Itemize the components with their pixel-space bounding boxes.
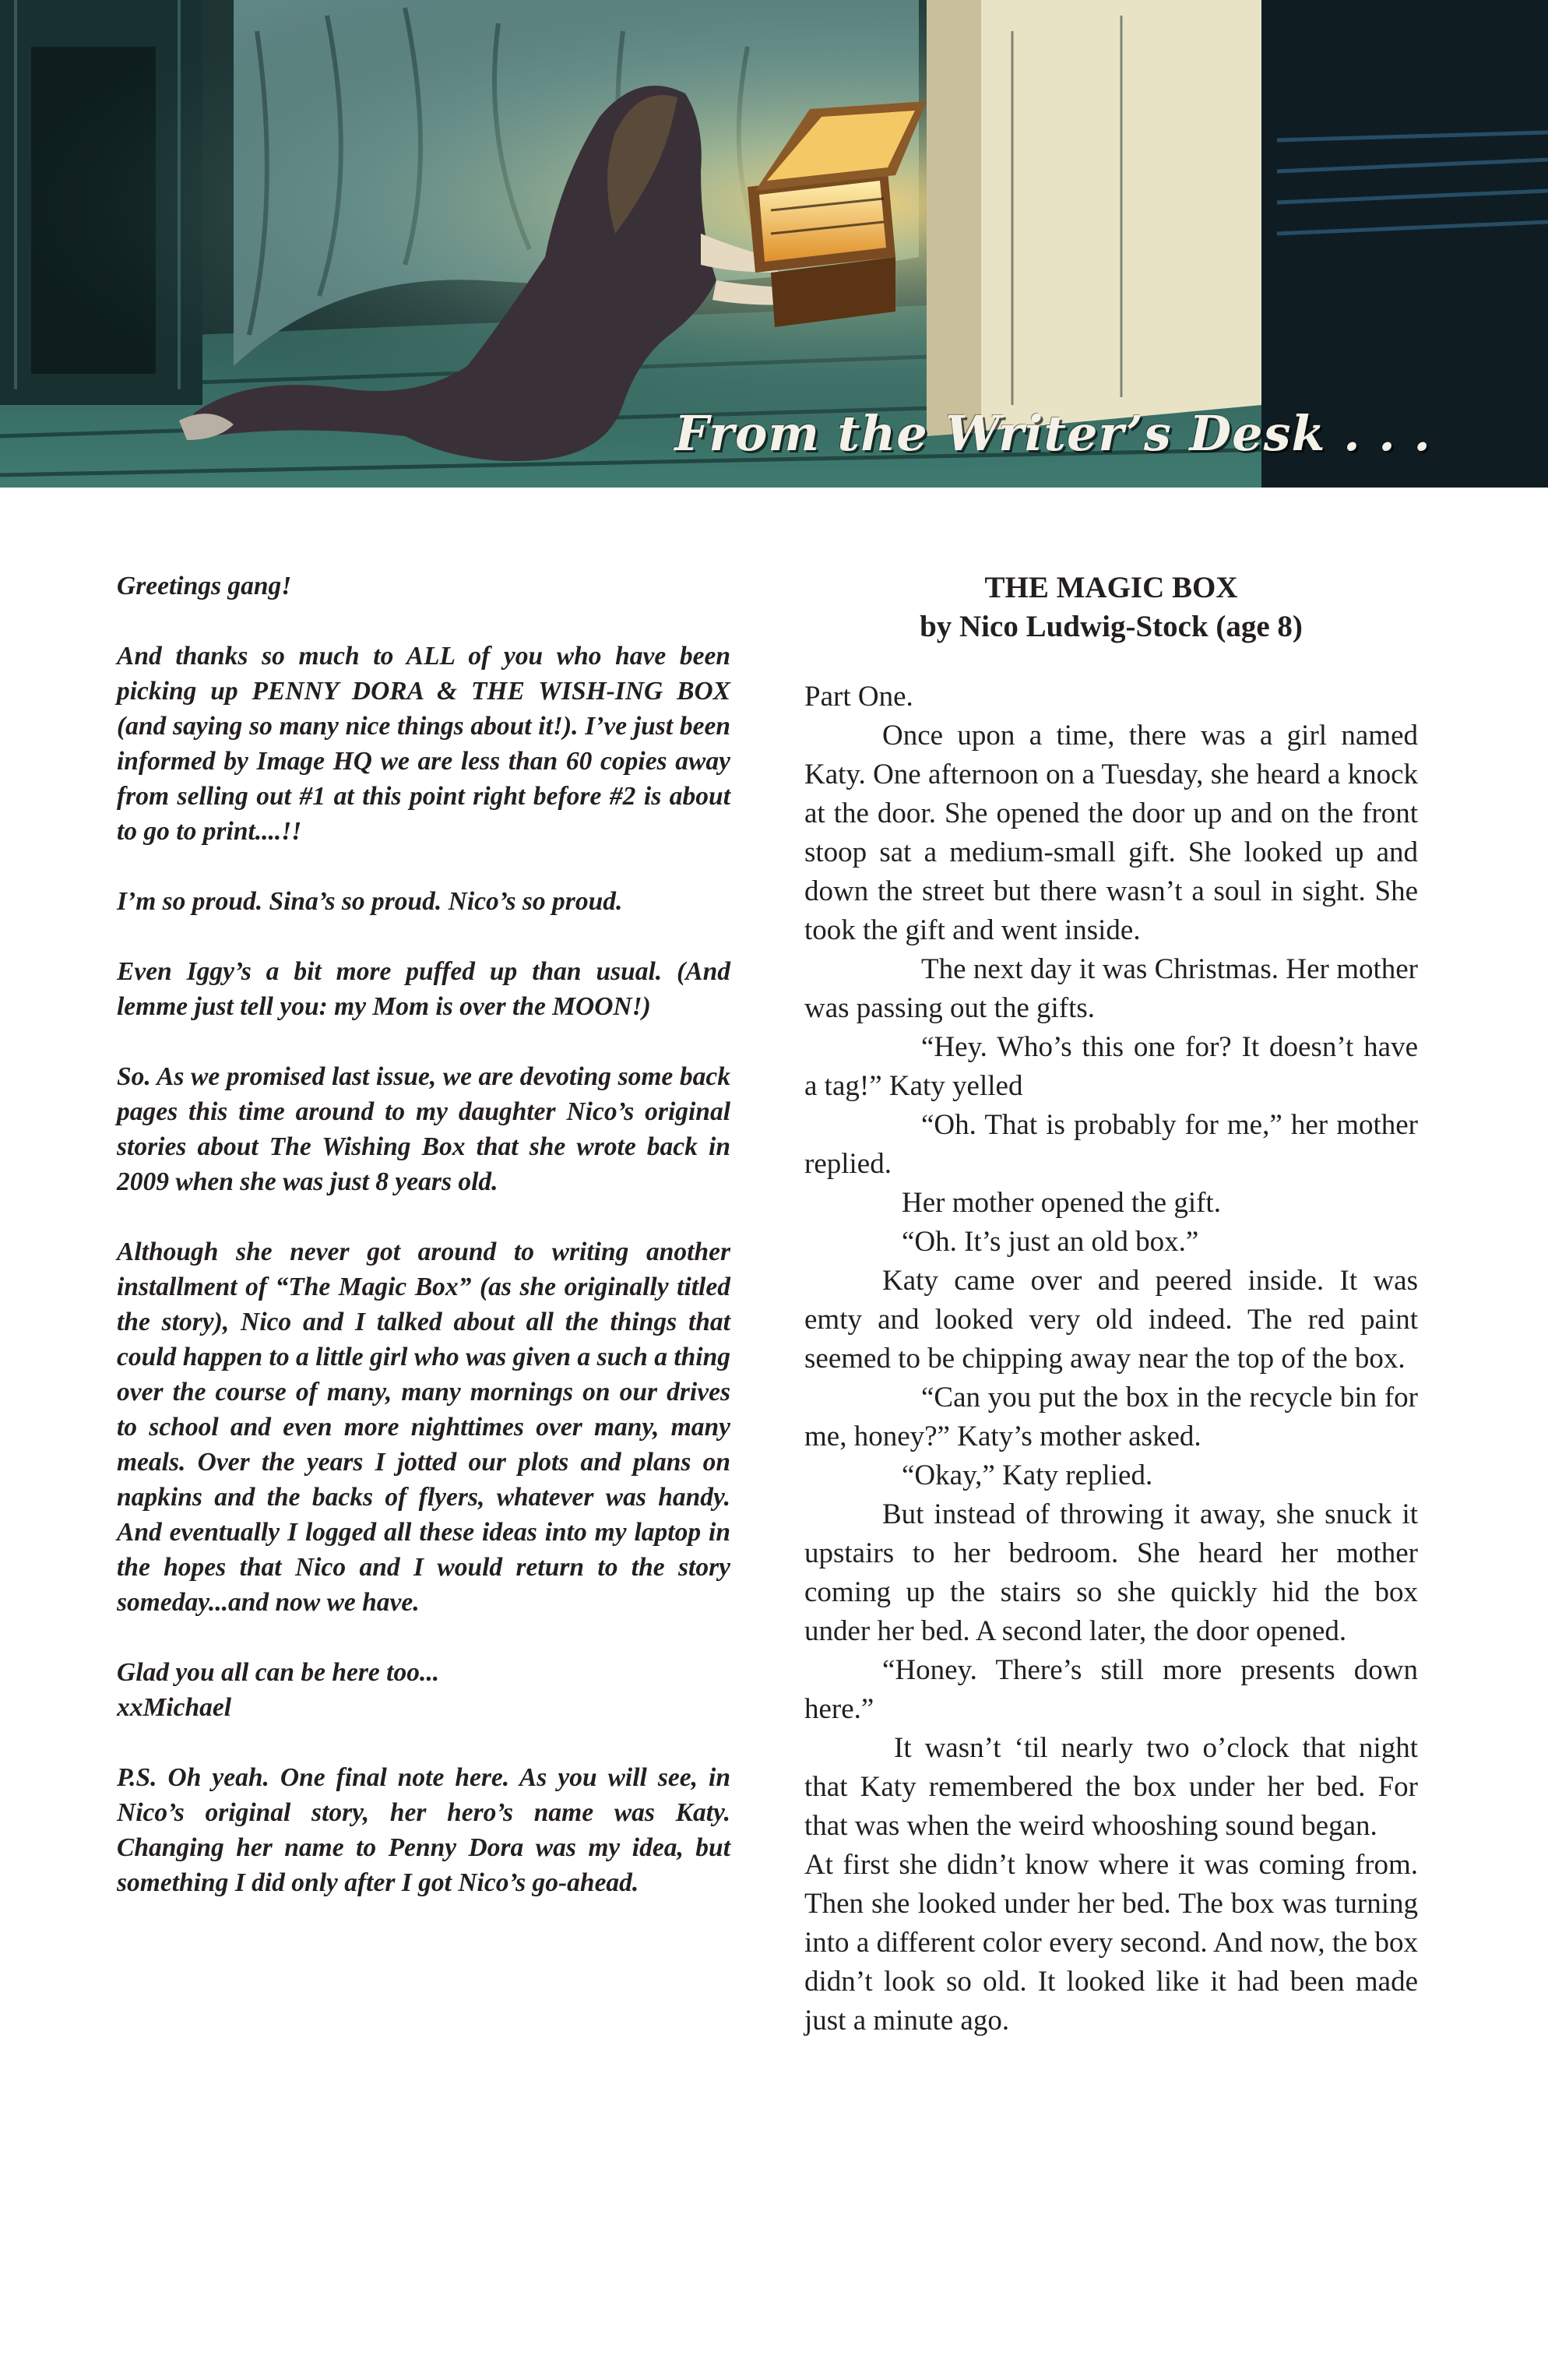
letter-paragraph: So. As we promised last issue, we are devoting some back pages this time around to my daughter Nico’s original stories about The Wishing Box that she wrote back in 2009 when she was just 8 years old.: [117, 1062, 730, 1196]
story-paragraph: The next day it was Christmas. Her mother was passing out the gifts.: [804, 953, 1418, 1024]
header-illustration: [0, 0, 1548, 488]
banner-title: From the Writer’s Desk . . .: [674, 405, 1431, 462]
story-byline: by Nico Ludwig-Stock (age 8): [920, 610, 1303, 643]
story-paragraph: Once upon a time, there was a girl named Katy. One afternoon on a Tuesday, she heard a knock at the door. She opened the door up and on the front stoop sat a medium-small gift. She looked up and down the street but there wasn’t a soul in sight. She took the gift and went inside.: [804, 720, 1418, 946]
letter-closing: Glad you all can be here too...: [117, 1658, 440, 1687]
story-paragraph: Her mother opened the gift.: [902, 1187, 1221, 1219]
story-paragraph: “Can you put the box in the recycle bin for me, honey?” Katy’s mother asked.: [804, 1382, 1418, 1452]
writer-letter-column: [117, 569, 730, 1935]
story-paragraph: It wasn’t ‘til nearly two o’clock that night that Katy remembered the box under her bed. For that was when the weird whooshing sound began.: [804, 1732, 1418, 1842]
story-part-label: Part One.: [804, 681, 913, 713]
letter-postscript: P.S. Oh yeah. One final note here. As you will see, in Nico’s original story, her hero’s name was Katy. Changing her name to Penny Dora was my idea, but something I did only after I got Nico’s go-ahead.: [117, 1763, 730, 1897]
letter-signature: xxMichael: [117, 1693, 232, 1722]
story-column: [804, 569, 1418, 2040]
story-paragraph: “Hey. Who’s this one for? It doesn’t have a tag!” Katy yelled: [804, 1031, 1418, 1102]
story-paragraph: “Oh. That is probably for me,” her mother replied.: [804, 1109, 1418, 1180]
letter-greeting: Greetings gang!: [117, 572, 292, 600]
letter-paragraph: Even Iggy’s a bit more puffed up than usual. (And lemme just tell you: my Mom is over the MOON!): [117, 957, 730, 1021]
story-paragraph: “Oh. It’s just an old box.”: [902, 1226, 1199, 1258]
letter-paragraph: And thanks so much to ALL of you who have been picking up PENNY DORA & THE WISH-ING BOX (and saying so many nice things about it!). I’ve just been informed by Image HQ we are less than 60 copies away from selling out #1 at this point right before #2 is about to go to print....!!: [117, 642, 730, 846]
story-paragraph: At first she didn’t know where it was coming from. Then she looked under her bed. The box was turning into a different color every second. And now, the box didn’t look so old. It looked like it had been made just a minute ago.: [804, 1849, 1418, 2037]
story-title: THE MAGIC BOX: [984, 571, 1238, 604]
letter-paragraph: I’m so proud. Sina’s so proud. Nico’s so proud.: [117, 887, 623, 916]
story-paragraph: But instead of throwing it away, she snuck it upstairs to her bedroom. She heard her mother coming up the stairs so she quickly hid the box under her bed. A second later, the door opened.: [804, 1498, 1418, 1647]
story-paragraph: “Okay,” Katy replied.: [902, 1459, 1153, 1491]
story-paragraph: Katy came over and peered inside. It was emty and looked very old indeed. The red paint seemed to be chipping away near the top of the box.: [804, 1265, 1418, 1375]
story-paragraph: “Honey. There’s still more presents down here.”: [804, 1654, 1418, 1725]
letter-paragraph: Although she never got around to writing another installment of “The Magic Box” (as she originally titled the story), Nico and I talked about all the things that could happen to a little girl who was given a such a thing over the course of many, many mornings on our drives to school and even more nighttimes over many, many meals. Over the years I jotted our plots and plans on napkins and the backs of flyers, whatever was handy. And eventually I logged all these ideas into my laptop in the hopes that Nico and I would return to the story someday...and now we have.: [117, 1238, 730, 1617]
story-body: [804, 678, 1418, 2040]
